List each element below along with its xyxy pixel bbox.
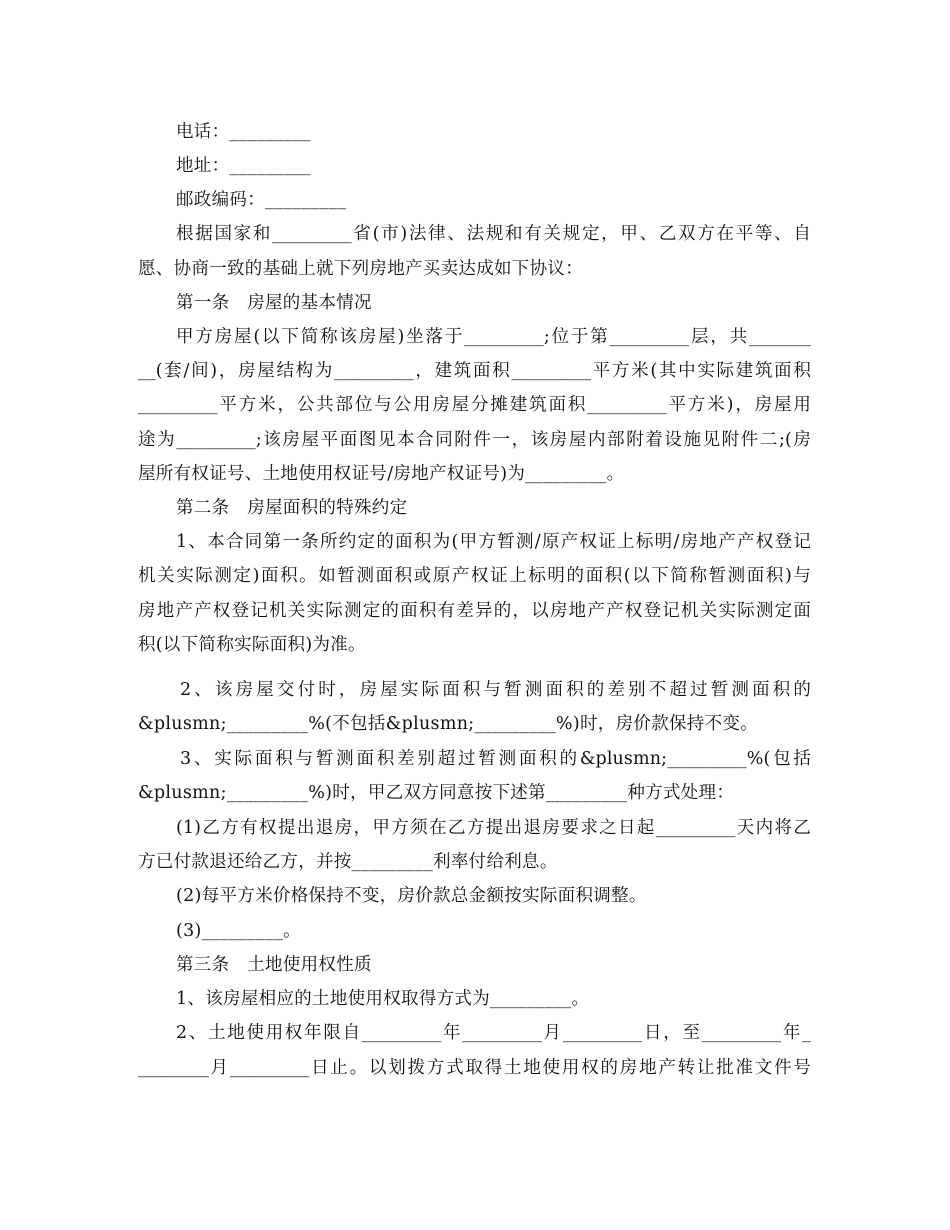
- article-1-title: 第一条 房屋的基本情况: [176, 293, 372, 313]
- article-2-p1-line-2: 机关实际测定)面积。如暂测面积或原产权证上标明的面积(以下简称暂测面积)与: [138, 566, 811, 586]
- intro-line-2: 愿、协商一致的基础上就下列房地产买卖达成如下协议：: [138, 259, 583, 279]
- postcode-line: 邮政编码：_________: [176, 190, 347, 210]
- article-2-option-1-line-1: (1)乙方有权提出退房，甲方须在乙方提出退房要求之日起_________天内将乙: [176, 818, 811, 838]
- article-2-p3-line-2: &plusmn;_________%)时，甲乙双方同意按下述第_________种方式处理：: [138, 783, 735, 803]
- address-line: 地址：_________: [176, 156, 311, 176]
- article-2-option-1-line-2: 方已付款退还给乙方，并按_________利率付给利息。: [138, 852, 558, 872]
- phone-line: 电话：_________: [176, 122, 311, 142]
- article-3-title: 第三条 土地使用权性质: [176, 955, 372, 975]
- article-1-line-4: 途为_________;该房屋平面图见本合同附件一，该房屋内部附着设施见附件二;(房: [138, 430, 811, 450]
- article-2-option-2: (2)每平方米价格保持不变，房价款总金额按实际面积调整。: [176, 886, 647, 906]
- article-2-p1-line-1: 1、本合同第一条所约定的面积为(甲方暂测/原产权证上标明/房地产产权登记: [176, 532, 811, 552]
- article-1-line-1: 甲方房屋(以下简称该房屋)坐落于_________;位于第_________层，共_______: [176, 327, 811, 347]
- article-1-line-3: _________平方米，公共部位与公用房屋分摊建筑面积_________平方米)，房屋用: [138, 395, 811, 415]
- article-3-p2-line-2: ________月_________日止。以划拨方式取得土地使用权的房地产转让批准文件号: [138, 1058, 811, 1078]
- intro-line-1: 根据国家和_________省(市)法律、法规和有关规定，甲、乙双方在平等、自: [176, 224, 811, 244]
- article-3-p2-line-1: 2、土地使用权年限自_________年_________月_________日，至_________年_: [176, 1023, 811, 1043]
- article-2-p2-line-1: 2、该房屋交付时，房屋实际面积与暂测面积的差别不超过暂测面积的: [180, 680, 811, 700]
- article-1-line-5: 屋所有权证号、土地使用权证号/房地产权证号)为_________。: [138, 464, 625, 484]
- article-2-option-3: (3)_________。: [176, 921, 301, 941]
- article-1-line-2: __(套/间)，房屋结构为_________，建筑面积_________平方米(其中实际建筑面积: [138, 361, 811, 381]
- article-2-title: 第二条 房屋面积的特殊约定: [176, 498, 408, 518]
- article-2-p1-line-3: 房地产产权登记机关实际测定的面积有差异的，以房地产产权登记机关实际测定面: [138, 601, 811, 621]
- article-2-p3-line-1: 3、实际面积与暂测面积差别超过暂测面积的&plusmn;_________%(包括: [180, 749, 811, 769]
- article-2-p2-line-2: &plusmn;_________%(不包括&plusmn;_________%)时，房价款保持不变。: [138, 714, 758, 734]
- article-3-p1: 1、该房屋相应的土地使用权取得方式为_________。: [176, 989, 590, 1009]
- article-2-p1-line-4: 积(以下简称实际面积)为准。: [138, 635, 366, 655]
